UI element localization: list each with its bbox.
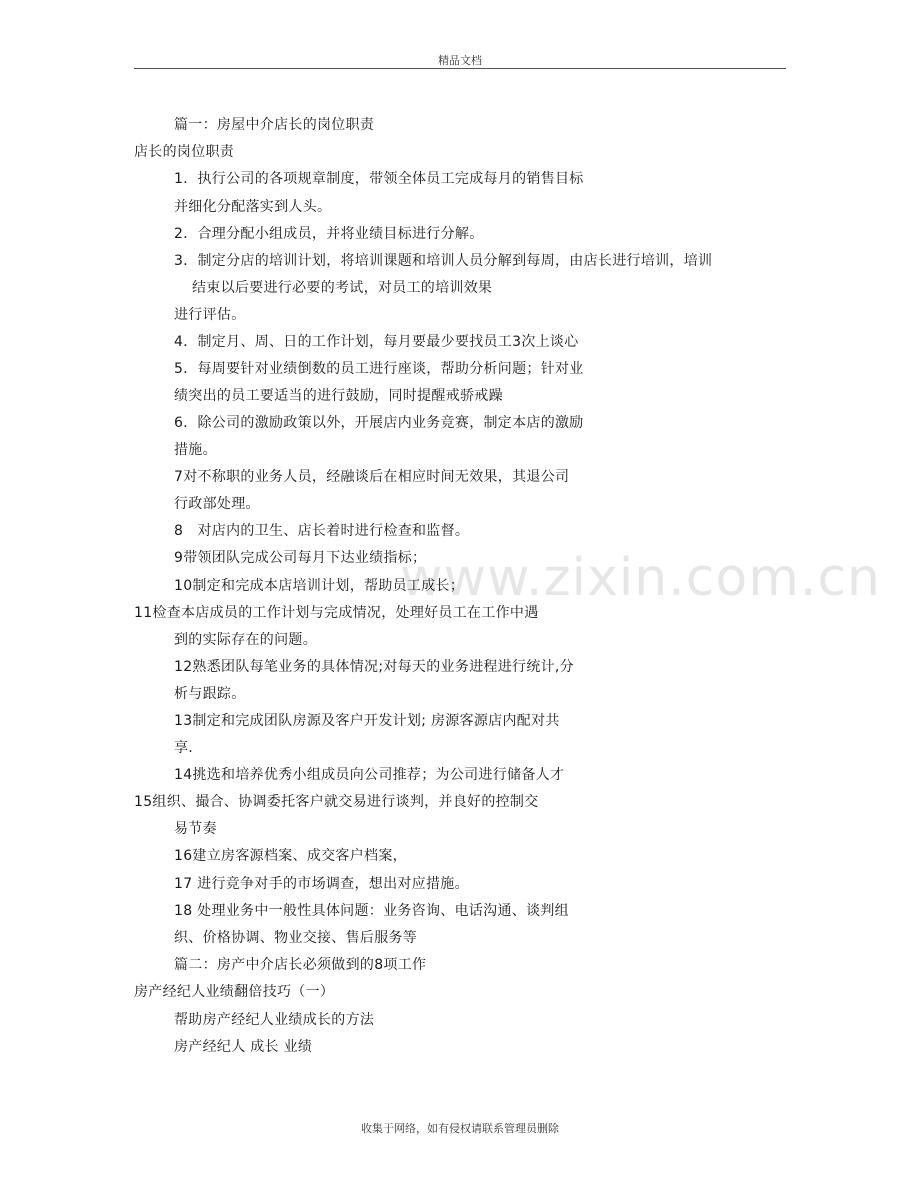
page-footer: 收集于网络，如有侵权请联系管理员删除 <box>361 1122 559 1135</box>
paragraph-line: 18 处理业务中一般性具体问题：业务咨询、电话沟通、谈判组 <box>174 903 569 919</box>
paragraph-line: 析与跟踪。 <box>174 686 246 702</box>
page-header: 精品文档 <box>438 54 482 67</box>
paragraph-line: 5．每周要针对业绩倒数的员工进行座谈，帮助分析问题；针对业 <box>174 361 584 377</box>
paragraph-line: 进行评估。 <box>174 307 246 323</box>
paragraph-line: 12熟悉团队每笔业务的具体情况;对每天的业务进程进行统计,分 <box>174 659 574 675</box>
section-heading: 篇二：房产中介店长必须做到的8项工作 <box>174 957 427 973</box>
keywords-line: 房产经纪人 成长 业绩 <box>174 1039 313 1055</box>
paragraph-line: 17 进行竞争对手的市场调查，想出对应措施。 <box>174 876 469 892</box>
paragraph-line: 结束以后要进行必要的考试，对员工的培训效果 <box>192 280 493 296</box>
paragraph-line: 9带领团队完成公司每月下达业绩指标； <box>174 550 427 566</box>
paragraph-line: 7对不称职的业务人员，经融谈后在相应时间无效果，其退公司 <box>174 469 570 485</box>
paragraph-line: 2．合理分配小组成员，并将业绩目标进行分解。 <box>174 226 484 242</box>
subsection-heading: 店长的岗位职责 <box>134 144 235 160</box>
paragraph-line: 15组织、撮合、协调委托客户就交易进行谈判，并良好的控制交 <box>134 794 539 810</box>
paragraph-line: 4．制定月、周、日的工作计划，每月要最少要找员工3次上谈心 <box>174 334 579 350</box>
paragraph-line: 到的实际存在的问题。 <box>174 632 317 648</box>
subsection-heading: 房产经纪人业绩翻倍技巧（一） <box>134 984 335 1000</box>
section-heading: 篇一：房屋中介店长的岗位职责 <box>174 117 375 133</box>
paragraph-line: 10制定和完成本店培训计划，帮助员工成长； <box>174 578 465 594</box>
paragraph-line: 帮助房产经纪人业绩成长的方法 <box>174 1012 375 1028</box>
paragraph-line: 14挑选和培养优秀小组成员向公司推荐；为公司进行储备人才 <box>174 767 565 783</box>
paragraph-line: 措施。 <box>174 442 217 458</box>
paragraph-line: 11检查本店成员的工作计划与完成情况，处理好员工在工作中遇 <box>134 605 539 621</box>
paragraph-line: 易节奏 <box>174 821 217 837</box>
paragraph-line: 织、价格协调、物业交接、售后服务等 <box>174 930 418 946</box>
paragraph-line: 绩突出的员工要适当的进行鼓励，同时提醒戒骄戒躁 <box>174 388 503 404</box>
paragraph-line: 行政部处理。 <box>174 496 260 512</box>
paragraph-line: 享. <box>174 740 194 756</box>
paragraph-line: 3．制定分店的培训计划，将培训课题和培训人员分解到每周，由店长进行培训，培训 <box>174 253 713 269</box>
paragraph-line: 8 对店内的卫生、店长着时进行检查和监督。 <box>174 523 470 539</box>
paragraph-line: 6．除公司的激励政策以外，开展店内业务竞赛，制定本店的激励 <box>174 415 584 431</box>
paragraph-line: 13制定和完成团队房源及客户开发计划; 房源客源店内配对共 <box>174 713 560 729</box>
paragraph-line: 并细化分配落实到人头。 <box>174 199 332 215</box>
paragraph-line: 1．执行公司的各项规章制度，带领全体员工完成每月的销售目标 <box>174 171 584 187</box>
header-divider <box>134 68 786 69</box>
watermark: www.zixin.com.cn <box>400 548 881 608</box>
paragraph-line: 16建立房客源档案、成交客户档案， <box>174 848 407 864</box>
